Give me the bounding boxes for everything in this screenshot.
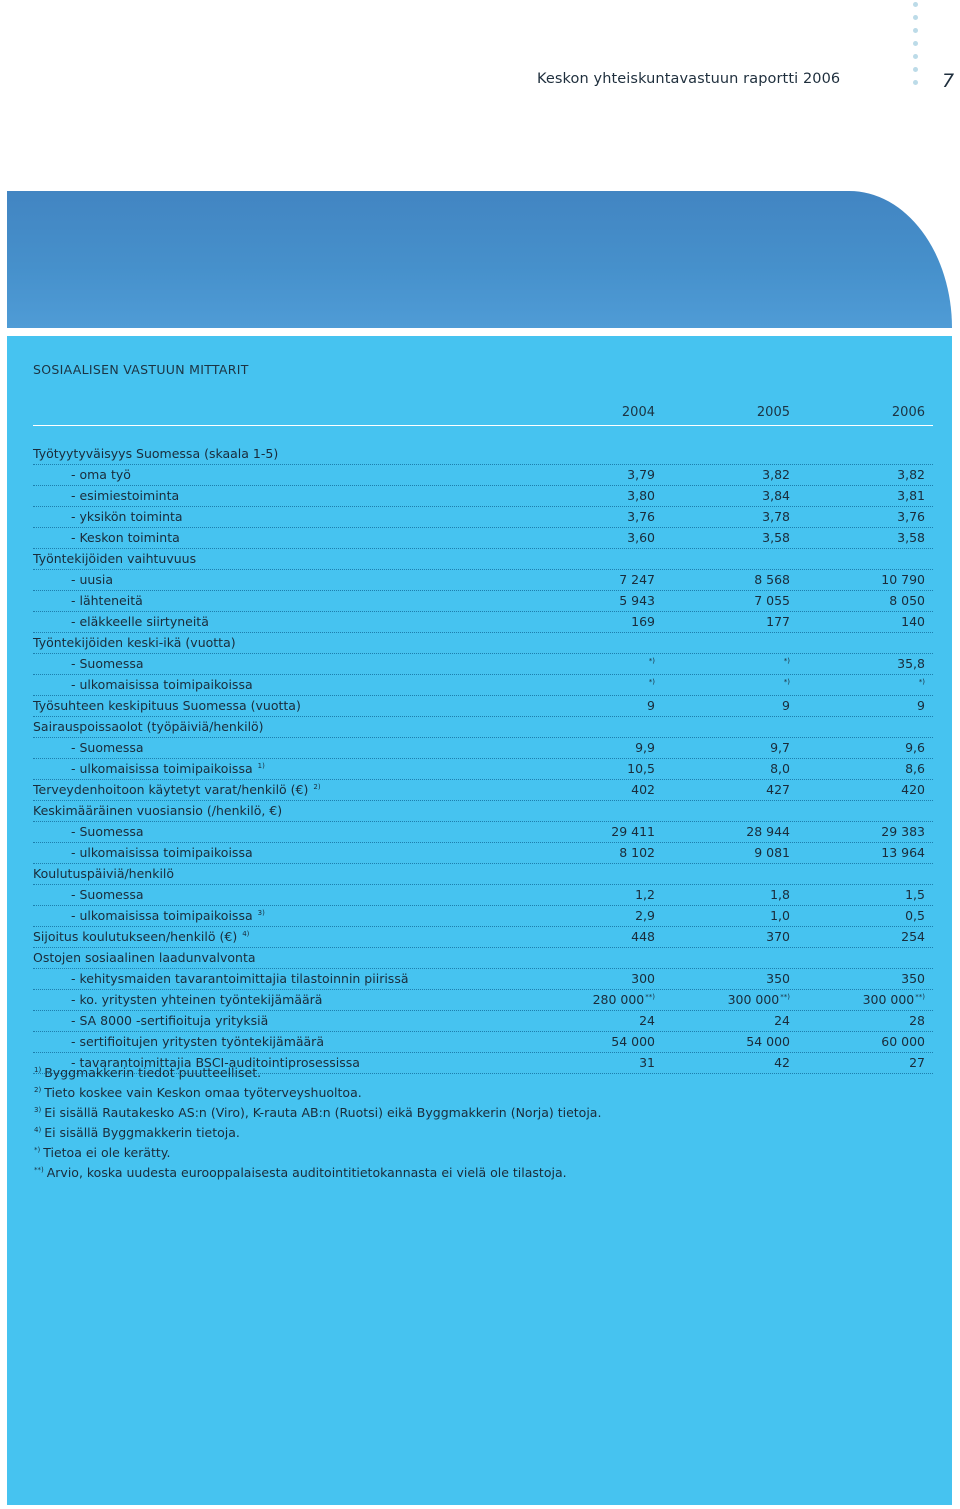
footnote-item xyxy=(33,1165,601,1185)
indicator-table xyxy=(33,444,933,1074)
row-label xyxy=(71,656,144,671)
value-cell-2006 xyxy=(805,845,925,860)
value-text: 10 790 xyxy=(881,572,925,587)
value-text: 9 081 xyxy=(754,845,790,860)
row-label-text: - lähteneitä xyxy=(71,593,143,608)
value-text: 9 xyxy=(647,698,655,713)
value-cell-2005 xyxy=(670,509,790,524)
footnote-item xyxy=(33,1085,601,1105)
row-label-text: Keskimääräinen vuosiansio (/henkilö, €) xyxy=(33,803,283,818)
header-band xyxy=(7,191,952,328)
value-cell-2004 xyxy=(535,530,655,545)
value-cell-2004 xyxy=(535,656,655,671)
value-text: 35,8 xyxy=(897,656,925,671)
value-cell-2004 xyxy=(535,488,655,503)
value-text: 427 xyxy=(766,782,790,797)
value-text: 10,5 xyxy=(627,761,655,776)
value-cell-2005 xyxy=(670,824,790,839)
value-text: 28 944 xyxy=(746,824,790,839)
value-text: 9,6 xyxy=(905,740,925,755)
value-text: 29 411 xyxy=(611,824,655,839)
value-text: 402 xyxy=(631,782,655,797)
row-label-text: - ulkomaisissa toimipaikoissa xyxy=(71,677,253,692)
footnote-mark: 3) xyxy=(34,1106,42,1114)
row-label xyxy=(33,866,174,881)
value-cell-2006 xyxy=(805,698,925,713)
table-row xyxy=(33,570,933,591)
value-text: 1,5 xyxy=(905,887,925,902)
row-label xyxy=(71,572,113,587)
value-cell-2004 xyxy=(535,1013,655,1028)
footnote-ref: **) xyxy=(645,993,655,1001)
value-text: 3,79 xyxy=(627,467,655,482)
value-cell-2006 xyxy=(805,488,925,503)
table-row xyxy=(33,654,933,675)
value-cell-2005 xyxy=(670,488,790,503)
table-row xyxy=(33,969,933,990)
value-cell-2005 xyxy=(670,467,790,482)
value-text: 7 055 xyxy=(754,593,790,608)
value-cell-2004 xyxy=(535,782,655,797)
value-text: 3,58 xyxy=(762,530,790,545)
table-row xyxy=(33,738,933,759)
value-text: 5 943 xyxy=(619,593,655,608)
row-label xyxy=(33,782,321,797)
value-cell-2006 xyxy=(805,824,925,839)
value-cell-2005 xyxy=(670,992,790,1007)
value-cell-2004 xyxy=(535,761,655,776)
footnote-ref: 2) xyxy=(313,783,321,791)
value-text: 3,58 xyxy=(897,530,925,545)
value-text: 448 xyxy=(631,929,655,944)
value-text: 29 383 xyxy=(881,824,925,839)
row-label xyxy=(71,488,179,503)
table-row xyxy=(33,507,933,528)
row-label-text: - ulkomaisissa toimipaikoissa xyxy=(71,908,253,923)
row-label-text: - Keskon toiminta xyxy=(71,530,180,545)
value-cell-2004 xyxy=(535,845,655,860)
value-text: 420 xyxy=(901,782,925,797)
value-text: 3,84 xyxy=(762,488,790,503)
value-text: 169 xyxy=(631,614,655,629)
value-cell-2004 xyxy=(535,698,655,713)
value-text: 54 000 xyxy=(746,1034,790,1049)
table-row xyxy=(33,696,933,717)
value-text: 3,60 xyxy=(627,530,655,545)
value-text: 42 xyxy=(774,1055,790,1070)
value-cell-2004 xyxy=(535,572,655,587)
row-label xyxy=(33,446,278,461)
row-label-text: Työtyytyväisyys Suomessa (skaala 1-5) xyxy=(33,446,279,461)
value-text: 13 964 xyxy=(881,845,925,860)
row-label-text: - yksikön toiminta xyxy=(71,509,183,524)
footnote-ref: *) xyxy=(648,678,655,686)
table-row xyxy=(33,486,933,507)
row-label-text: - SA 8000 -sertifioituja yrityksiä xyxy=(71,1013,269,1028)
table-row xyxy=(33,1032,933,1053)
value-text: 1,8 xyxy=(770,887,790,902)
value-text: 300 000 xyxy=(862,992,915,1007)
value-cell-2005 xyxy=(670,656,790,671)
row-label-text: Sijoitus koulutukseen/henkilö (€) xyxy=(33,929,238,944)
row-label-text: Ostojen sosiaalinen laadunvalvonta xyxy=(33,950,256,965)
value-cell-2005 xyxy=(670,1055,790,1070)
footnote-ref: 3) xyxy=(257,909,265,917)
document-title: Keskon yhteiskuntavastuun raportti 2006 xyxy=(537,71,841,87)
value-text: 24 xyxy=(639,1013,655,1028)
table-row xyxy=(33,843,933,864)
footnote-text: Byggmakkerin tiedot puutteelliset. xyxy=(44,1065,262,1080)
footnote-text: Ei sisällä Rautakesko AS:n (Viro), K-rauta AB:n (Ruotsi) eikä Byggmakkerin (Norja) tietoja. xyxy=(44,1105,602,1120)
value-text: 9,7 xyxy=(770,740,790,755)
row-label-text: Terveydenhoitoon käytetyt varat/henkilö (€) xyxy=(33,782,309,797)
value-cell-2006 xyxy=(805,530,925,545)
row-label xyxy=(71,824,144,839)
row-label xyxy=(33,551,196,566)
table-row xyxy=(33,822,933,843)
value-cell-2004 xyxy=(535,992,655,1007)
value-text: 300 000 xyxy=(727,992,780,1007)
footnote-ref: *) xyxy=(783,678,790,686)
value-cell-2005 xyxy=(670,1013,790,1028)
value-cell-2006 xyxy=(805,1013,925,1028)
value-cell-2004 xyxy=(535,509,655,524)
value-cell-2006 xyxy=(805,593,925,608)
footnote-ref: *) xyxy=(648,657,655,665)
footnote-item xyxy=(33,1065,601,1085)
row-label xyxy=(71,1034,324,1049)
value-cell-2005 xyxy=(670,929,790,944)
row-label-text: - tavarantoimittajia BSCI-auditointiprosessissa xyxy=(71,1055,360,1070)
table-row xyxy=(33,549,933,570)
row-label-text: - uusia xyxy=(71,572,113,587)
row-label xyxy=(33,635,236,650)
table-row xyxy=(33,612,933,633)
value-cell-2006 xyxy=(805,992,925,1007)
table-row xyxy=(33,675,933,696)
value-cell-2004 xyxy=(535,467,655,482)
value-text: 8,0 xyxy=(770,761,790,776)
value-cell-2006 xyxy=(805,1055,925,1070)
table-row xyxy=(33,591,933,612)
footnote-text: Ei sisällä Byggmakkerin tietoja. xyxy=(44,1125,240,1140)
row-label-text: - ko. yritysten yhteinen työntekijämäärä xyxy=(71,992,323,1007)
value-text: 7 247 xyxy=(619,572,655,587)
value-cell-2005 xyxy=(670,887,790,902)
page-number: 7 xyxy=(942,70,955,92)
table-row xyxy=(33,528,933,549)
value-cell-2005 xyxy=(670,572,790,587)
value-text: 31 xyxy=(639,1055,655,1070)
value-cell-2004 xyxy=(535,1034,655,1049)
value-cell-2006 xyxy=(805,614,925,629)
footnote-text: Arvio, koska uudesta eurooppalaisesta auditointitietokannasta ei vielä ole tilastoja. xyxy=(46,1165,567,1180)
value-cell-2005 xyxy=(670,908,790,923)
value-text: 3,76 xyxy=(627,509,655,524)
value-cell-2004 xyxy=(535,929,655,944)
table-row xyxy=(33,465,933,486)
value-text: 350 xyxy=(901,971,925,986)
row-label xyxy=(71,614,209,629)
row-label xyxy=(71,761,265,776)
value-cell-2006 xyxy=(805,467,925,482)
value-cell-2005 xyxy=(670,593,790,608)
value-cell-2006 xyxy=(805,761,925,776)
row-label xyxy=(71,467,131,482)
table-row xyxy=(33,885,933,906)
value-text: 8 568 xyxy=(754,572,790,587)
footnote-ref: **) xyxy=(915,993,925,1001)
value-cell-2005 xyxy=(670,782,790,797)
value-cell-2005 xyxy=(670,761,790,776)
table-row xyxy=(33,780,933,801)
footnote-mark: **) xyxy=(34,1166,44,1174)
value-cell-2006 xyxy=(805,1034,925,1049)
table-row xyxy=(33,801,933,822)
row-label-text: - kehitysmaiden tavarantoimittajia tilastoinnin piirissä xyxy=(71,971,409,986)
value-cell-2004 xyxy=(535,971,655,986)
value-cell-2005 xyxy=(670,740,790,755)
value-cell-2004 xyxy=(535,824,655,839)
decorative-dots xyxy=(910,0,922,96)
row-label-text: - Suomessa xyxy=(71,656,144,671)
value-text: 1,2 xyxy=(635,887,655,902)
row-label xyxy=(71,740,144,755)
footnote-mark: 4) xyxy=(34,1126,42,1134)
value-cell-2005 xyxy=(670,845,790,860)
value-text: 140 xyxy=(901,614,925,629)
row-label-text: Koulutuspäiviä/henkilö xyxy=(33,866,175,881)
footnote-text: Tieto koskee vain Keskon omaa työterveyshuoltoa. xyxy=(44,1085,362,1100)
row-label-text: - ulkomaisissa toimipaikoissa xyxy=(71,761,253,776)
footnote-item xyxy=(33,1125,601,1145)
footnote-ref: *) xyxy=(783,657,790,665)
footnote-item xyxy=(33,1105,601,1125)
footnotes xyxy=(33,1065,601,1185)
value-cell-2004 xyxy=(535,593,655,608)
value-text: 9 xyxy=(782,698,790,713)
value-text: 28 xyxy=(909,1013,925,1028)
footnote-mark: 1) xyxy=(34,1066,42,1074)
row-label xyxy=(33,803,282,818)
value-text: 2,9 xyxy=(635,908,655,923)
row-label-text: - eläkkeelle siirtyneitä xyxy=(71,614,209,629)
value-text: 3,82 xyxy=(897,467,925,482)
table-row xyxy=(33,444,933,465)
value-text: 254 xyxy=(901,929,925,944)
row-label xyxy=(71,593,143,608)
row-label-text: Työntekijöiden vaihtuvuus xyxy=(33,551,197,566)
value-text: 280 000 xyxy=(592,992,645,1007)
value-text: 27 xyxy=(909,1055,925,1070)
footnote-ref: **) xyxy=(780,993,790,1001)
value-cell-2006 xyxy=(805,677,925,692)
value-cell-2006 xyxy=(805,887,925,902)
value-cell-2004 xyxy=(535,908,655,923)
row-label xyxy=(71,971,409,986)
row-label xyxy=(71,530,180,545)
row-label-text: Työntekijöiden keski-ikä (vuotta) xyxy=(33,635,236,650)
value-cell-2005 xyxy=(670,677,790,692)
value-cell-2006 xyxy=(805,971,925,986)
value-text: 9,9 xyxy=(635,740,655,755)
row-label-text: Työsuhteen keskipituus Suomessa (vuotta) xyxy=(33,698,301,713)
value-cell-2005 xyxy=(670,971,790,986)
value-cell-2006 xyxy=(805,908,925,923)
row-label xyxy=(71,992,322,1007)
row-label xyxy=(71,887,144,902)
value-text: 3,82 xyxy=(762,467,790,482)
row-label-text: - oma työ xyxy=(71,467,131,482)
table-row xyxy=(33,990,933,1011)
footnote-ref: *) xyxy=(918,678,925,686)
value-text: 60 000 xyxy=(881,1034,925,1049)
table-row xyxy=(33,948,933,969)
value-text: 370 xyxy=(766,929,790,944)
section-title: SOSIAALISEN VASTUUN MITTARIT xyxy=(33,362,249,377)
row-label xyxy=(71,677,253,692)
value-cell-2005 xyxy=(670,614,790,629)
value-text: 350 xyxy=(766,971,790,986)
row-label xyxy=(71,509,183,524)
value-cell-2006 xyxy=(805,740,925,755)
footnote-text: Tietoa ei ole kerätty. xyxy=(43,1145,171,1160)
value-text: 3,76 xyxy=(897,509,925,524)
footnote-mark: 2) xyxy=(34,1086,42,1094)
value-text: 177 xyxy=(766,614,790,629)
row-label-text: - ulkomaisissa toimipaikoissa xyxy=(71,845,253,860)
row-label-text: - Suomessa xyxy=(71,740,144,755)
value-cell-2006 xyxy=(805,782,925,797)
value-text: 24 xyxy=(774,1013,790,1028)
value-cell-2006 xyxy=(805,509,925,524)
row-label xyxy=(33,698,301,713)
value-cell-2006 xyxy=(805,929,925,944)
row-label-text: - Suomessa xyxy=(71,887,144,902)
value-cell-2004 xyxy=(535,740,655,755)
value-text: 54 000 xyxy=(611,1034,655,1049)
value-cell-2006 xyxy=(805,572,925,587)
value-text: 0,5 xyxy=(905,908,925,923)
value-text: 8,6 xyxy=(905,761,925,776)
year-col-2006: 2006 xyxy=(891,405,925,420)
footnote-mark: *) xyxy=(34,1146,41,1154)
year-col-2004: 2004 xyxy=(621,405,655,420)
year-header-row xyxy=(33,403,933,426)
row-label xyxy=(33,929,249,944)
table-row xyxy=(33,927,933,948)
row-label xyxy=(33,719,264,734)
value-cell-2005 xyxy=(670,1034,790,1049)
value-cell-2004 xyxy=(535,887,655,902)
row-label-text: Sairauspoissaolot (työpäiviä/henkilö) xyxy=(33,719,264,734)
table-row xyxy=(33,759,933,780)
value-cell-2005 xyxy=(670,530,790,545)
table-row xyxy=(33,1011,933,1032)
value-text: 3,80 xyxy=(627,488,655,503)
value-cell-2006 xyxy=(805,656,925,671)
row-label xyxy=(33,950,256,965)
value-text: 300 xyxy=(631,971,655,986)
table-row xyxy=(33,906,933,927)
row-label xyxy=(71,845,253,860)
value-text: 9 xyxy=(917,698,925,713)
value-cell-2004 xyxy=(535,677,655,692)
table-row xyxy=(33,633,933,654)
footnote-item xyxy=(33,1145,601,1165)
footnote-ref: 1) xyxy=(257,762,265,770)
value-text: 1,0 xyxy=(770,908,790,923)
value-text: 8 102 xyxy=(619,845,655,860)
row-label xyxy=(71,1013,268,1028)
row-label xyxy=(71,908,265,923)
row-label-text: - sertifioitujen yritysten työntekijämäärä xyxy=(71,1034,324,1049)
value-cell-2005 xyxy=(670,698,790,713)
footnote-ref: 4) xyxy=(242,930,250,938)
row-label-text: - Suomessa xyxy=(71,824,144,839)
table-row xyxy=(33,717,933,738)
value-text: 8 050 xyxy=(889,593,925,608)
value-cell-2004 xyxy=(535,614,655,629)
year-col-2005: 2005 xyxy=(756,405,790,420)
table-row xyxy=(33,864,933,885)
row-label-text: - esimiestoiminta xyxy=(71,488,180,503)
value-text: 3,81 xyxy=(897,488,925,503)
value-text: 3,78 xyxy=(762,509,790,524)
